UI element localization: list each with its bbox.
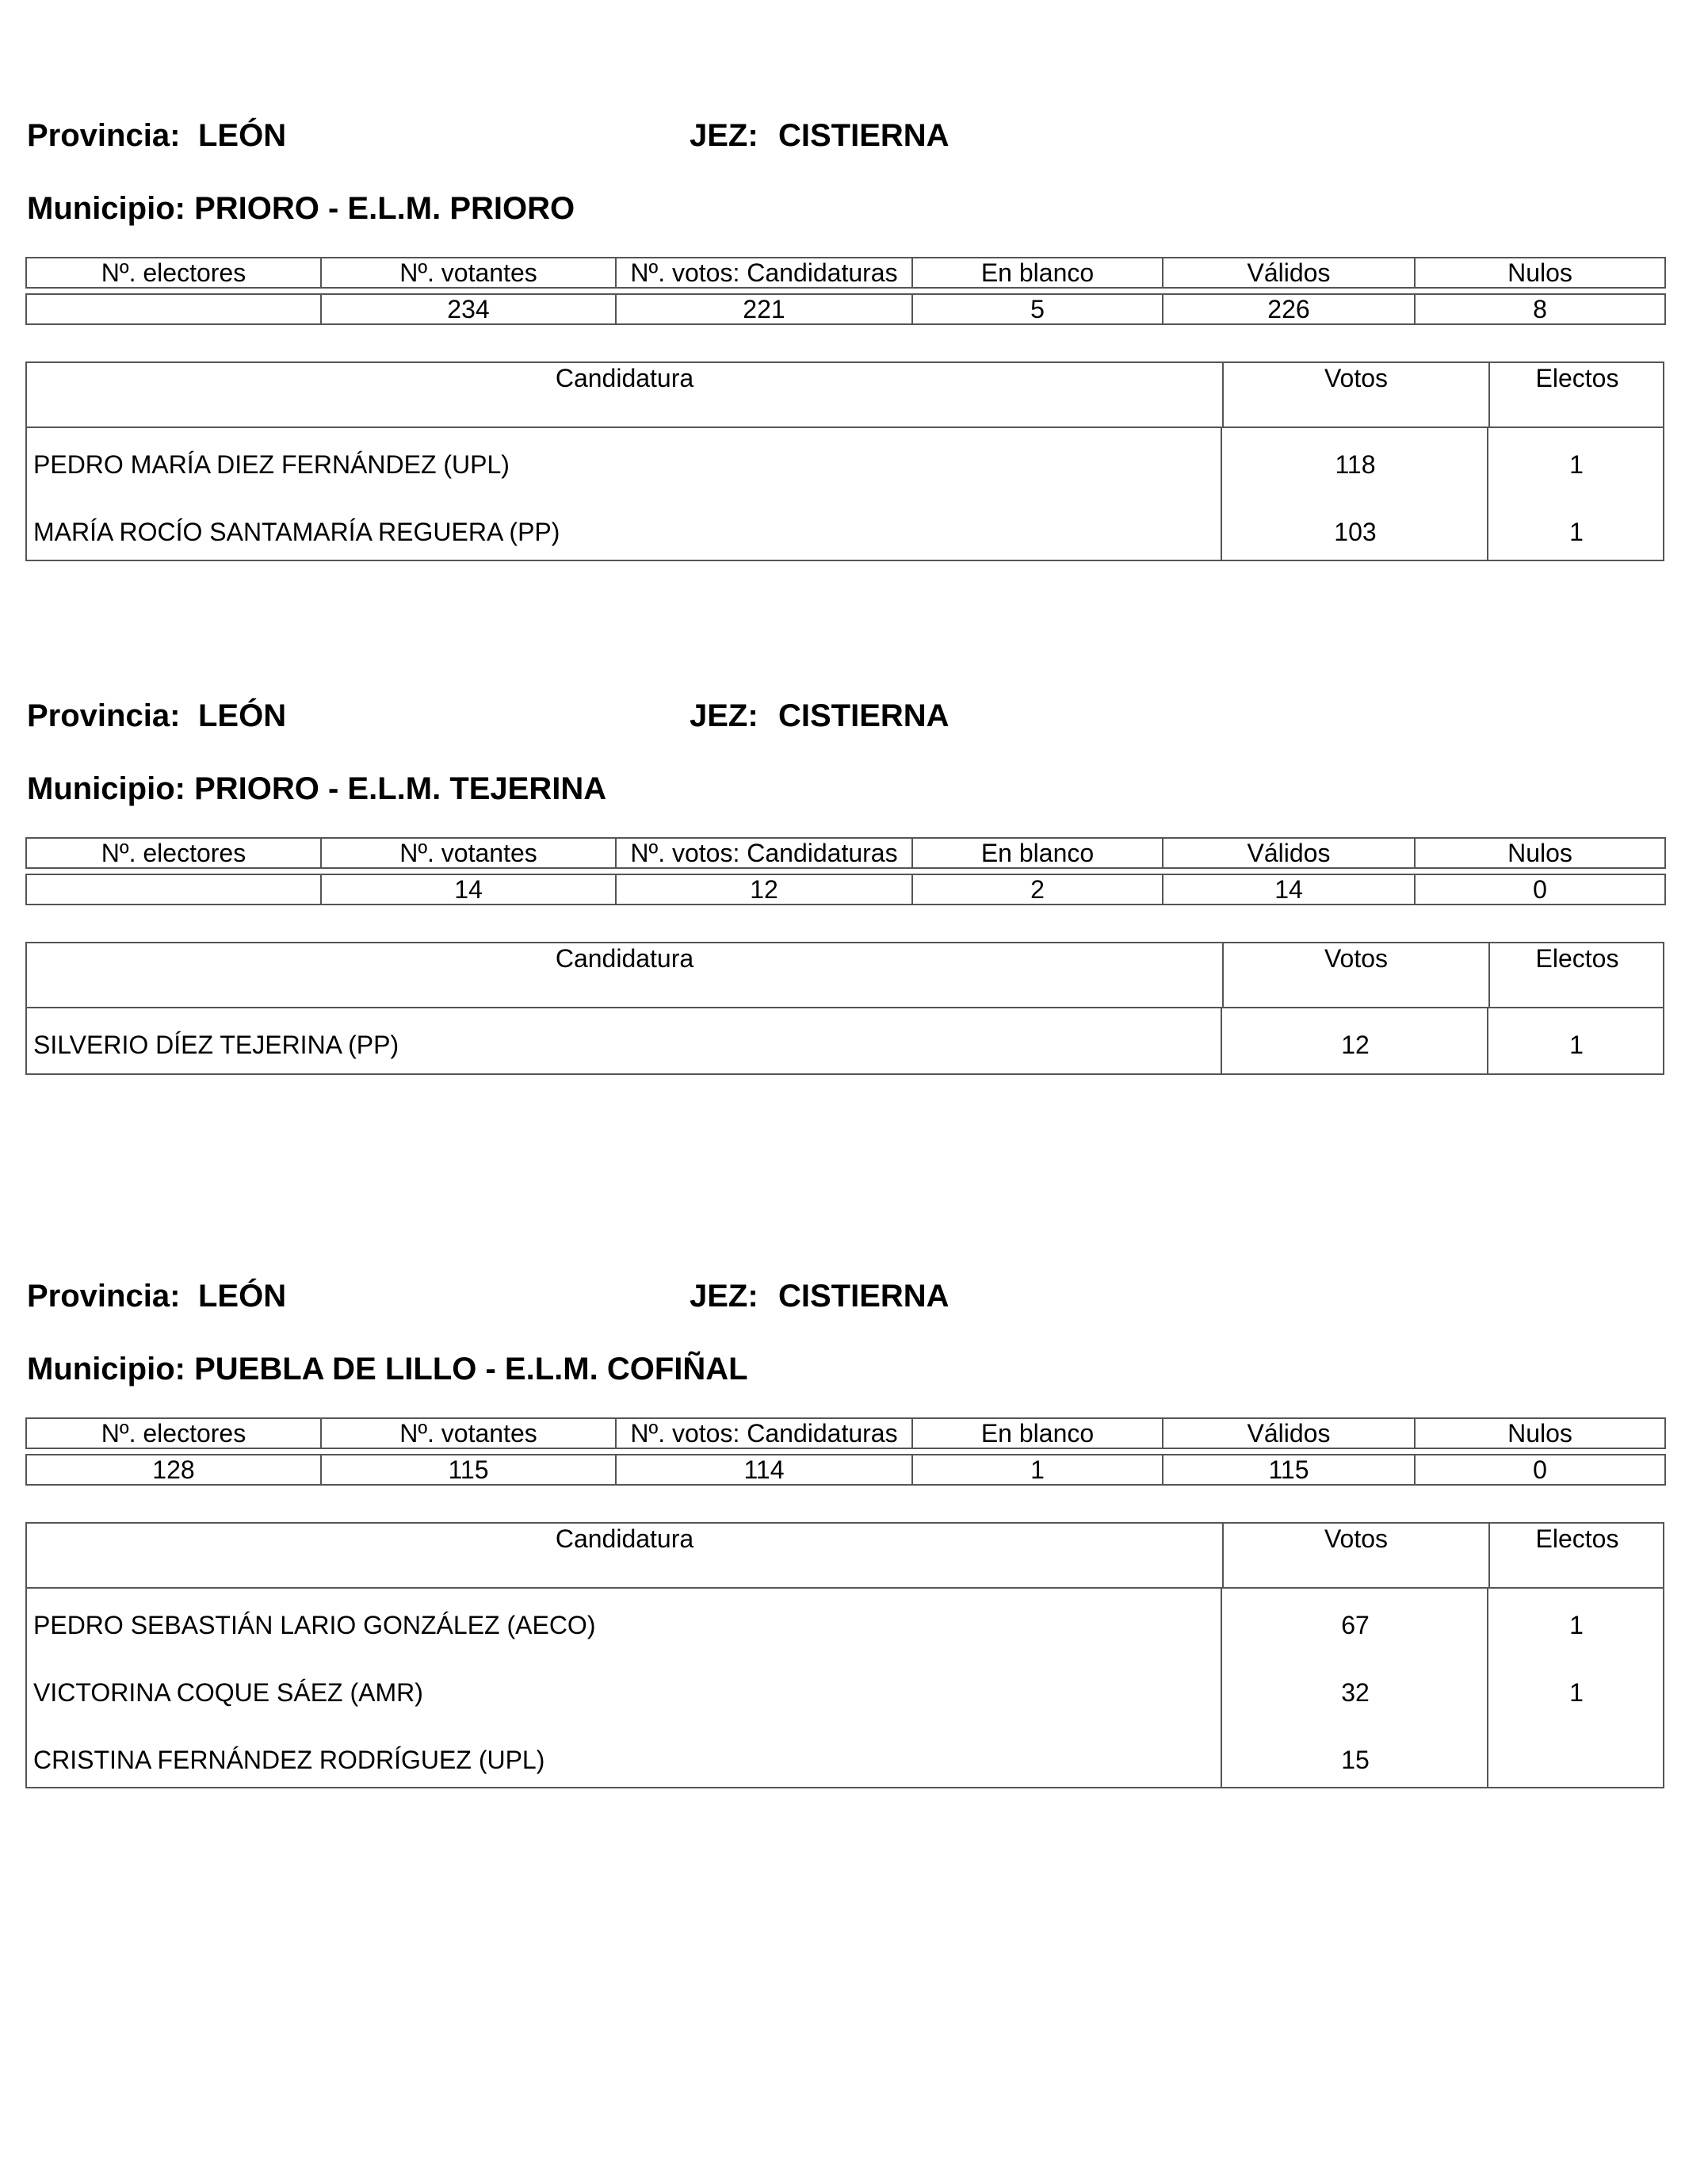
stats-value: 12 <box>616 874 912 905</box>
stats-header: Válidos <box>1163 1418 1415 1448</box>
candidates-table <box>25 1522 1664 1788</box>
votos-header: Votos <box>1222 1524 1488 1587</box>
candidate-name: VICTORINA COQUE SÁEZ (AMR) <box>33 1678 423 1707</box>
candidate-name: CRISTINA FERNÁNDEZ RODRÍGUEZ (UPL) <box>33 1746 545 1774</box>
stats-header: Nº. votos: Candidaturas <box>616 258 912 288</box>
electos-header: Electos <box>1488 943 1664 1007</box>
candidate-row <box>27 428 1663 495</box>
stats-values-row <box>26 294 1665 324</box>
candidate-votos: 12 <box>1341 1031 1370 1059</box>
provincia-label: Provincia: <box>27 1279 181 1314</box>
candidate-row <box>27 1656 1663 1723</box>
stats-value: 128 <box>26 1455 321 1485</box>
candidate-row <box>27 1008 1663 1076</box>
stats-header: Nº. votantes <box>321 1418 616 1448</box>
stats-header: Válidos <box>1163 838 1415 868</box>
municipio-line <box>27 769 606 809</box>
stats-value: 0 <box>1415 1455 1665 1485</box>
stats-header: Nº. votantes <box>321 258 616 288</box>
candidate-electos: 1 <box>1569 1678 1584 1707</box>
stats-header: Válidos <box>1163 258 1415 288</box>
stats-table <box>25 837 1666 905</box>
stats-header: Nº. electores <box>26 838 321 868</box>
provincia-value: LEÓN <box>198 118 287 153</box>
jez-label: JEZ: <box>690 1279 758 1314</box>
stats-value: 14 <box>1163 874 1415 905</box>
candidate-name: SILVERIO DÍEZ TEJERINA (PP) <box>33 1031 399 1059</box>
candidate-electos: 1 <box>1569 450 1584 479</box>
stats-value: 221 <box>616 294 912 324</box>
stats-table <box>25 257 1666 325</box>
candidate-row <box>27 1589 1663 1656</box>
stats-header: Nº. votos: Candidaturas <box>616 838 912 868</box>
provincia-line <box>25 1276 1664 1316</box>
municipio-value: PRIORO - E.L.M. PRIORO <box>194 191 575 226</box>
candidate-votos: 15 <box>1341 1746 1370 1774</box>
provincia-value: LEÓN <box>198 698 287 733</box>
provincia-label: Provincia: <box>27 118 181 153</box>
provincia-value: LEÓN <box>198 1279 287 1314</box>
stats-values-row <box>26 1455 1665 1485</box>
candidate-name: PEDRO SEBASTIÁN LARIO GONZÁLEZ (AECO) <box>33 1611 596 1639</box>
candidate-row <box>27 1723 1663 1791</box>
candidatura-header: Candidatura <box>555 944 694 973</box>
stats-value <box>26 294 321 324</box>
stats-header: Nulos <box>1415 258 1665 288</box>
stats-header: En blanco <box>912 258 1163 288</box>
stats-value: 5 <box>912 294 1163 324</box>
stats-header: Nulos <box>1415 1418 1665 1448</box>
candidates-header-row <box>27 943 1663 1008</box>
candidate-electos: 1 <box>1569 518 1584 546</box>
candidates-table <box>25 361 1664 561</box>
stats-value <box>26 874 321 905</box>
candidate-votos: 118 <box>1335 450 1376 479</box>
municipio-label: Municipio: <box>27 191 185 226</box>
stats-value: 115 <box>321 1455 616 1485</box>
stats-header: Nº. votos: Candidaturas <box>616 1418 912 1448</box>
stats-header: En blanco <box>912 1418 1163 1448</box>
stats-value: 14 <box>321 874 616 905</box>
candidatura-header: Candidatura <box>555 1524 694 1553</box>
stats-value: 2 <box>912 874 1163 905</box>
stats-header-row <box>26 258 1665 288</box>
candidate-name: PEDRO MARÍA DIEZ FERNÁNDEZ (UPL) <box>33 450 510 479</box>
jez-value: CISTIERNA <box>778 118 949 153</box>
stats-table <box>25 1417 1666 1486</box>
candidatura-header: Candidatura <box>555 364 694 392</box>
stats-value: 0 <box>1415 874 1665 905</box>
votos-header: Votos <box>1222 943 1488 1007</box>
candidate-votos: 67 <box>1341 1611 1370 1639</box>
jez-value: CISTIERNA <box>778 1279 949 1314</box>
stats-value: 115 <box>1163 1455 1415 1485</box>
provincia-line <box>25 696 1664 736</box>
candidate-votos: 32 <box>1341 1678 1370 1707</box>
municipio-line <box>27 1349 748 1389</box>
stats-value: 226 <box>1163 294 1415 324</box>
provincia-label: Provincia: <box>27 698 181 733</box>
stats-header: Nº. electores <box>26 1418 321 1448</box>
candidate-votos: 103 <box>1334 518 1377 546</box>
stats-header-row <box>26 838 1665 868</box>
stats-value: 114 <box>616 1455 912 1485</box>
candidates-header-row <box>27 363 1663 428</box>
candidates-table <box>25 942 1664 1075</box>
jez-label: JEZ: <box>690 118 758 153</box>
votos-header: Votos <box>1222 363 1488 426</box>
municipio-value: PUEBLA DE LILLO - E.L.M. COFIÑAL <box>194 1352 748 1387</box>
jez-value: CISTIERNA <box>778 698 949 733</box>
municipio-label: Municipio: <box>27 1352 185 1387</box>
candidate-row <box>27 495 1663 563</box>
municipio-value: PRIORO - E.L.M. TEJERINA <box>194 771 607 806</box>
stats-header-row <box>26 1418 1665 1448</box>
candidate-electos: 1 <box>1569 1031 1584 1059</box>
candidate-name: MARÍA ROCÍO SANTAMARÍA REGUERA (PP) <box>33 518 560 546</box>
candidate-electos: 1 <box>1569 1611 1584 1639</box>
stats-value: 8 <box>1415 294 1665 324</box>
jez-label: JEZ: <box>690 698 758 733</box>
stats-value: 1 <box>912 1455 1163 1485</box>
stats-values-row <box>26 874 1665 905</box>
stats-header: Nº. electores <box>26 258 321 288</box>
provincia-line <box>25 116 1664 155</box>
electos-header: Electos <box>1488 1524 1664 1587</box>
electos-header: Electos <box>1488 363 1664 426</box>
stats-header: Nº. votantes <box>321 838 616 868</box>
municipio-label: Municipio: <box>27 771 185 806</box>
stats-value: 234 <box>321 294 616 324</box>
municipio-line <box>27 189 575 228</box>
stats-header: Nulos <box>1415 838 1665 868</box>
stats-header: En blanco <box>912 838 1163 868</box>
candidates-header-row <box>27 1524 1663 1589</box>
